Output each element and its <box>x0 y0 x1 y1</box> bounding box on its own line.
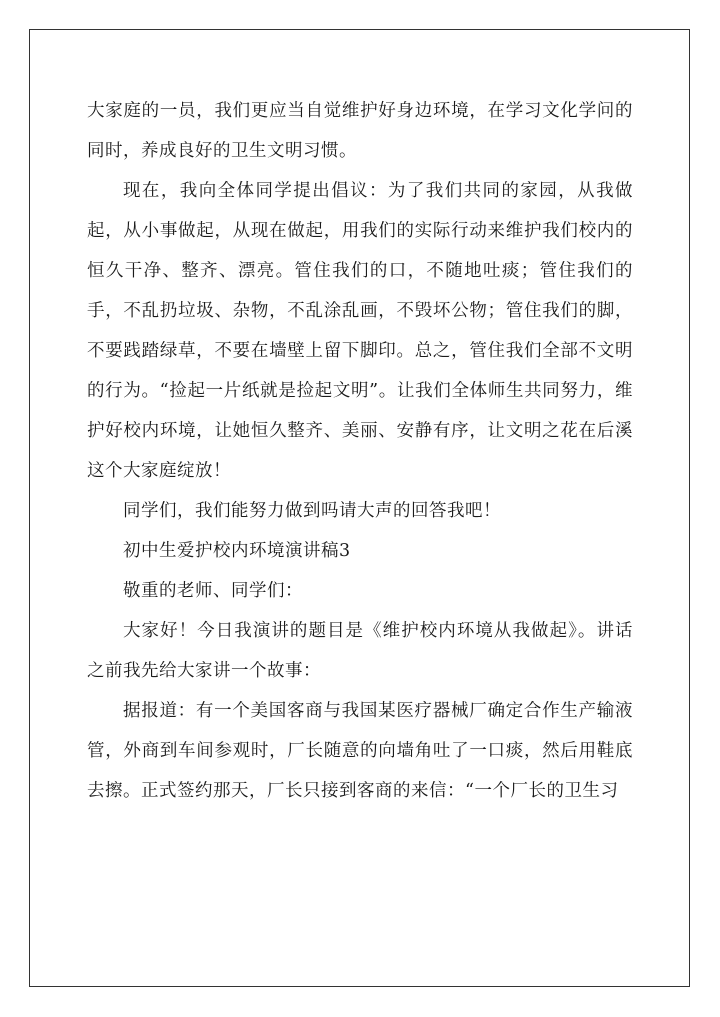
salutation: 敬重的老师、同学们： <box>123 581 303 601</box>
paragraph-1: 大家庭的一员，我们更应当自觉维护好身边环境，在学习文化学问的同时，养成良好的卫生文明习惯。 <box>87 101 633 161</box>
paragraph-6: 大家好！今日我演讲的题目是《维护校内环境从我做起》。讲话之前我先给大家讲一个故事： <box>87 621 633 681</box>
paragraph-2: 现在，我向全体同学提出倡议：为了我们共同的家园，从我做起，从小事做起，从现在做起，用我们的实际行动来维护我们校内的恒久干净、整齐、漂亮。管住我们的口，不随地吐痰；管住我们的手，不乱扔垃圾、杂物，不乱涂乱画，不毁坏公物；管住我们的脚，不要践踏绿草，不要在墙壁上留下脚印。总之，管住我们全部不文明的行为。“捡起一片纸就是捡起文明”。让我们全体师生共同努力，维护好校内环境，让她恒久整齐、美丽、安静有序，让文明之花在后溪这个大家庭绽放！ <box>87 181 633 481</box>
document-body <box>87 91 633 811</box>
section-heading: 初中生爱护校内环境演讲稿3 <box>123 541 351 561</box>
paragraph-7: 据报道：有一个美国客商与我国某医疗器械厂确定合作生产输液管，外商到车间参观时，厂长随意的向墙角吐了一口痰，然后用鞋底去擦。正式签约那天，厂长只接到客商的来信：“一个厂长的卫生习 <box>87 701 633 801</box>
paragraph-3: 同学们，我们能努力做到吗请大声的回答我吧！ <box>123 501 501 521</box>
